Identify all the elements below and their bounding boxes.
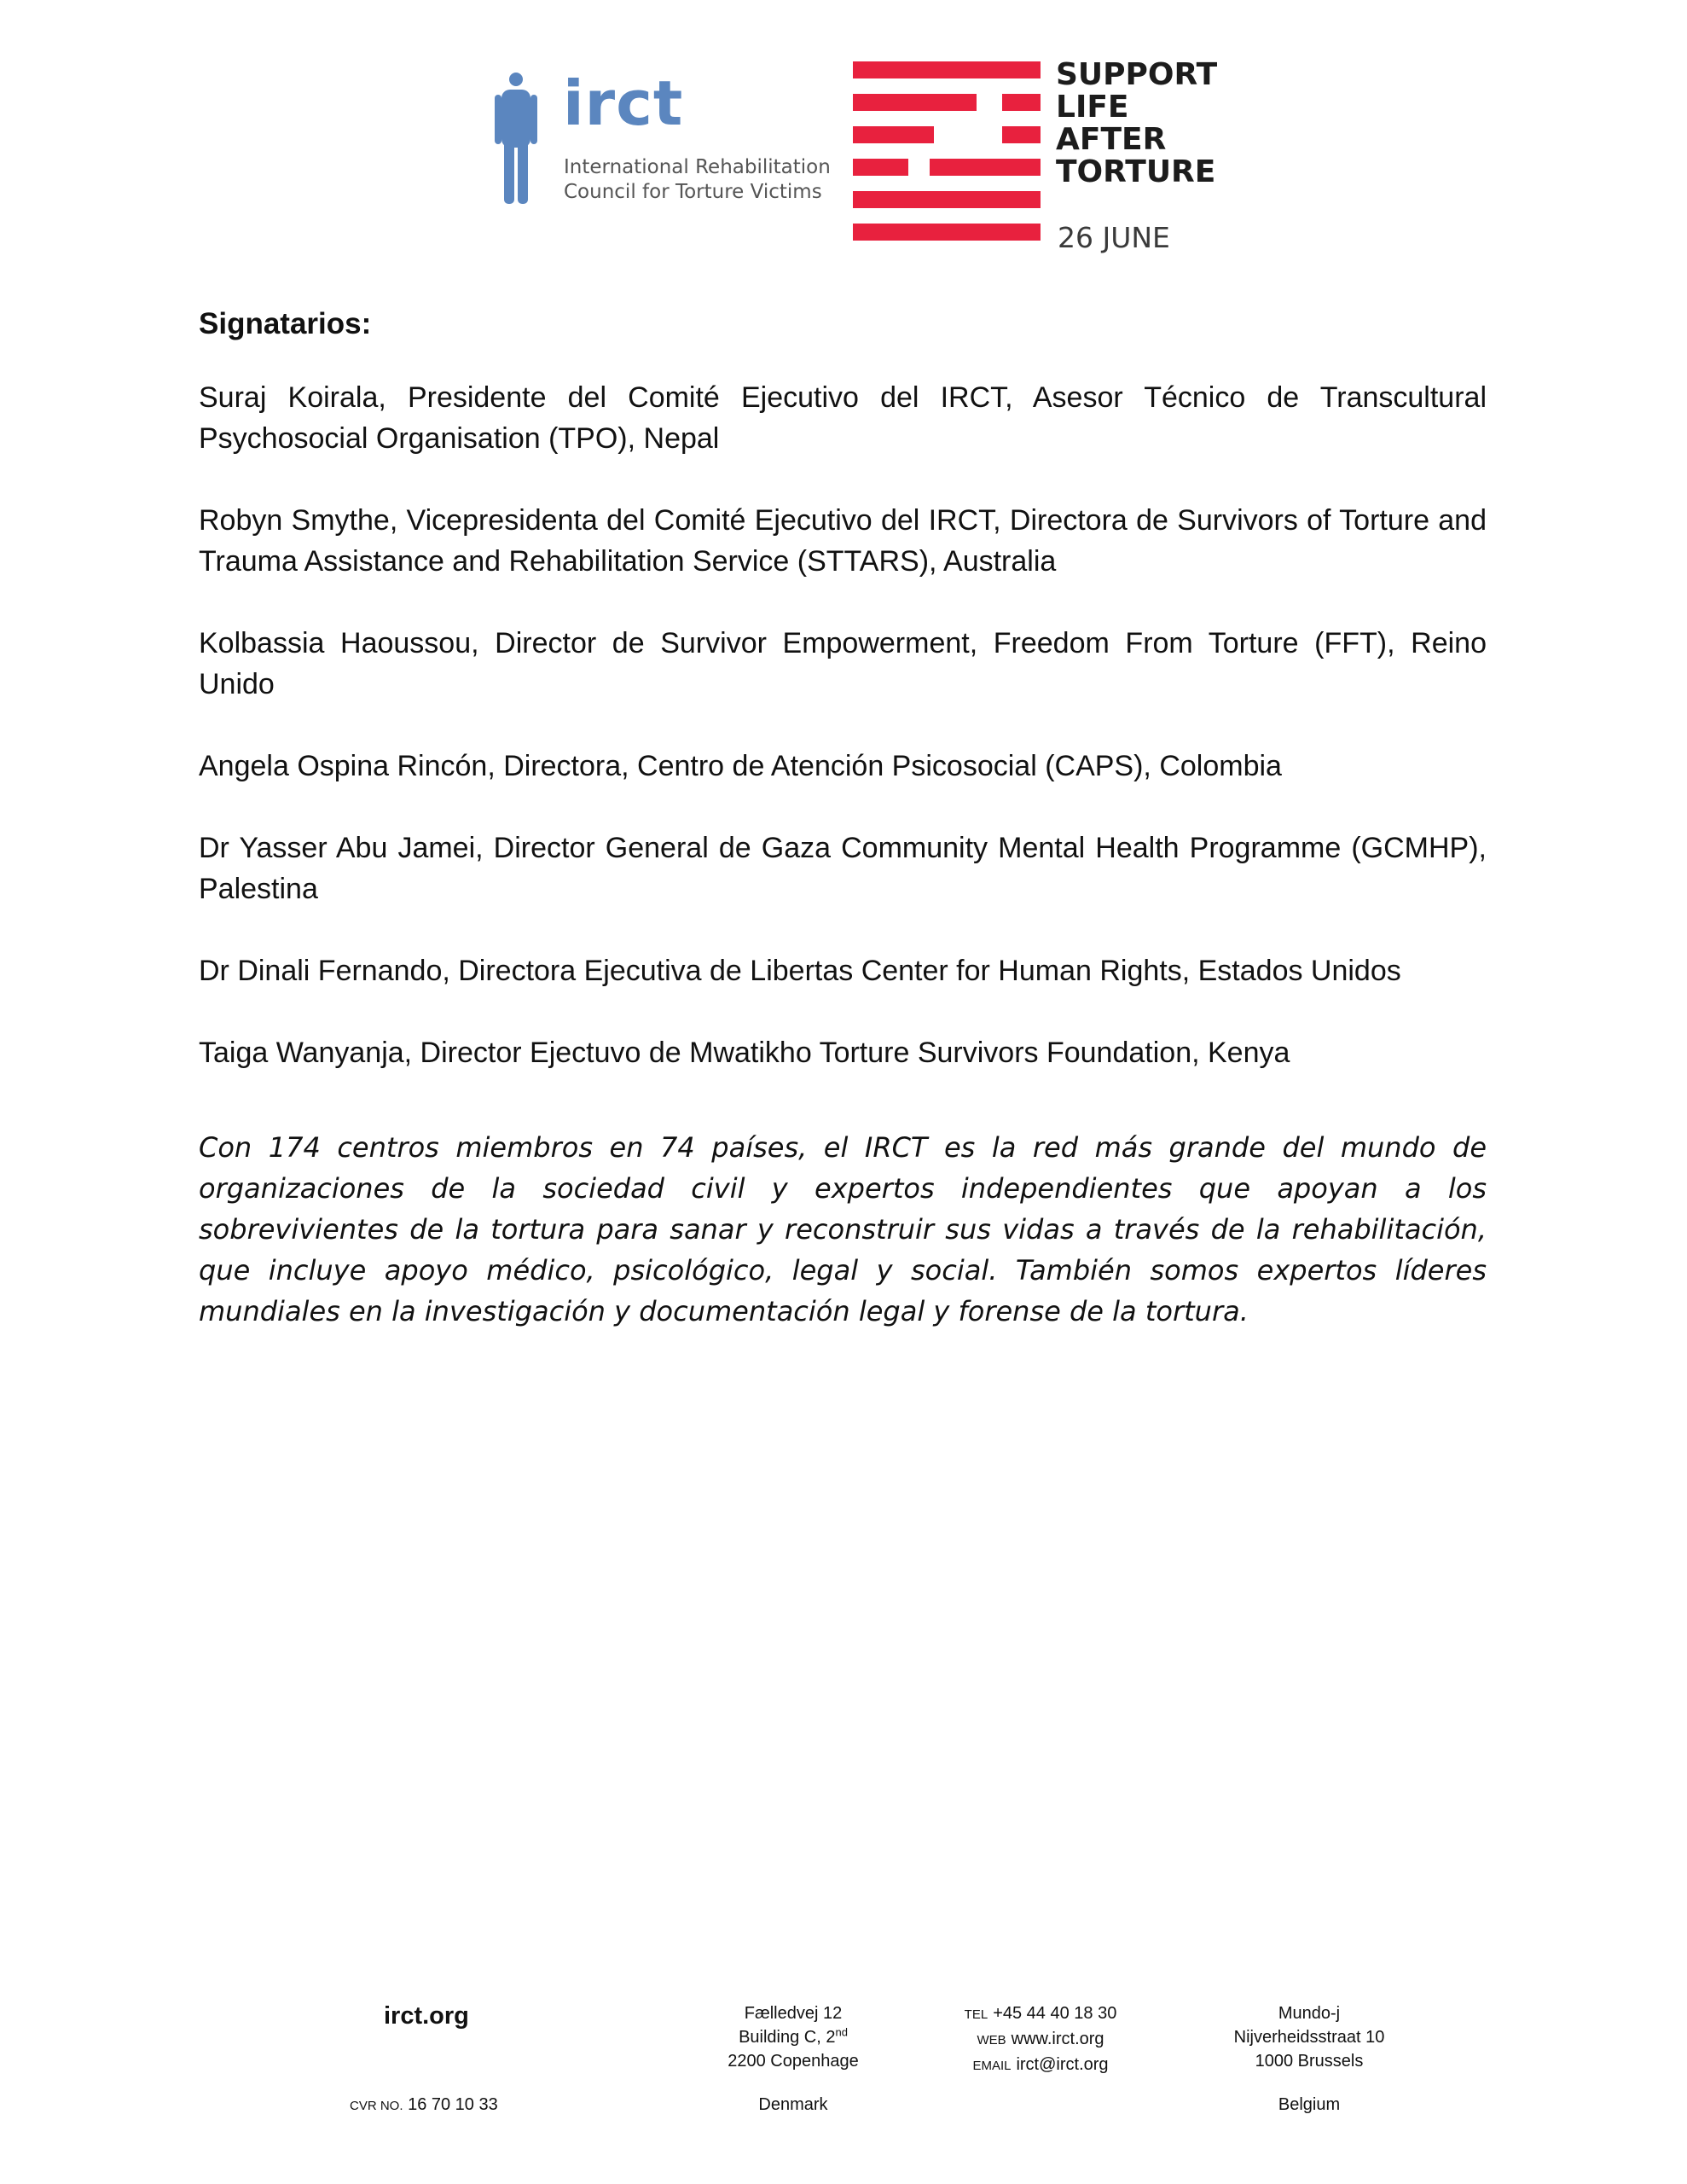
- campaign-line-1: SUPPORT: [1056, 57, 1218, 92]
- web-label: WEB: [977, 2033, 1006, 2048]
- contact-email: [930, 2053, 1151, 2078]
- contact-web: [930, 2027, 1151, 2053]
- web-link[interactable]: www.irct.org: [1011, 2030, 1104, 2048]
- email-link[interactable]: irct@irct.org: [1016, 2055, 1109, 2074]
- irct-subtitle-line-1: International Rehabilitation: [564, 156, 831, 178]
- person-figure-icon: [495, 73, 537, 207]
- footer-cvr: [350, 2095, 498, 2115]
- cvr-number: 16 70 10 33: [408, 2095, 498, 2114]
- signatories-heading: Signatarios:: [199, 307, 372, 340]
- campaign-date: 26 JUNE: [1058, 221, 1170, 254]
- irct-logo: [495, 67, 836, 218]
- signatory-entry: Angela Ospina Rincón, Directora, Centro de Atención Psicosocial (CAPS), Colombia: [199, 750, 1282, 782]
- footer-website: irct.org: [384, 2002, 469, 2030]
- irct-wordmark: irct: [563, 67, 684, 139]
- signatory-entry: Kolbassia Haoussou, Director de Survivor Empowerment, Freedom From Torture (FFT), Reino Unido: [199, 627, 1487, 700]
- contact-details: [930, 2001, 1151, 2078]
- copenhagen-building-text: Building C, 2: [739, 2028, 836, 2047]
- campaign-slogan: [1056, 59, 1217, 189]
- email-label: EMAIL: [972, 2059, 1012, 2073]
- signatory-entry: Dr Yasser Abu Jamei, Director General de Gaza Community Mental Health Programme (GCMHP), Palestina: [199, 832, 1487, 905]
- copenhagen-building: [682, 2025, 904, 2049]
- campaign-logo: [853, 57, 1245, 259]
- copenhagen-city: 2200 Copenhage: [728, 2052, 859, 2071]
- copenhagen-building-suffix: nd: [835, 2025, 848, 2039]
- contact-tel: [930, 2001, 1151, 2027]
- cvr-label: CVR NO.: [350, 2099, 403, 2113]
- copenhagen-address: [682, 2001, 904, 2073]
- signatory-entry: Suraj Koirala, Presidente del Comité Ejecutivo del IRCT, Asesor Técnico de Transcultural Psychosocial Organisation (TPO), Nepal: [199, 381, 1487, 455]
- brussels-street: Nijverheidsstraat 10: [1233, 2028, 1385, 2047]
- page-footer: [0, 1988, 1687, 2124]
- copenhagen-country: Denmark: [758, 2095, 828, 2114]
- signatory-entry: Taiga Wanyanja, Director Ejectuvo de Mwatikho Torture Survivors Foundation, Kenya: [199, 1037, 1290, 1069]
- stripes-logo-icon: [853, 61, 1041, 253]
- document-body: [199, 304, 1487, 1359]
- letterhead: [0, 0, 1687, 273]
- brussels-country: Belgium: [1278, 2095, 1341, 2114]
- copenhagen-street: Fælledvej 12: [744, 2004, 843, 2023]
- signatory-entry: Dr Dinali Fernando, Directora Ejecutiva de Libertas Center for Human Rights, Estados Unidos: [199, 955, 1401, 987]
- irct-subtitle: [564, 155, 831, 205]
- campaign-line-3: AFTER: [1056, 122, 1167, 157]
- tel-label: TEL: [964, 2007, 988, 2022]
- campaign-line-4: TORTURE: [1056, 154, 1216, 189]
- campaign-line-2: LIFE: [1056, 90, 1129, 125]
- about-irct-paragraph: Con 174 centros miembros en 74 países, el IRCT es la red más grande del mundo de organizaciones de la sociedad civil y expertos independientes que apoyan a los sobrevivientes de la tortura para sanar y reconstruir sus vidas a través de la rehabilitación, que incluye apoyo médico, psicológico, legal y social. También somos expertos líderes mundiales en la investigación y documentación legal y forense de la tortura.: [199, 1131, 1487, 1327]
- tel-number: +45 44 40 18 30: [993, 2004, 1117, 2023]
- brussels-city: 1000 Brussels: [1255, 2052, 1364, 2071]
- brussels-address: [1198, 2001, 1420, 2073]
- irct-subtitle-line-2: Council for Torture Victims: [564, 181, 822, 203]
- brussels-name: Mundo-j: [1278, 2004, 1341, 2023]
- signatory-entry: Robyn Smythe, Vicepresidenta del Comité Ejecutivo del IRCT, Directora de Survivors of Torture and Trauma Assistance and Rehabilitation Service (STTARS), Australia: [199, 504, 1487, 578]
